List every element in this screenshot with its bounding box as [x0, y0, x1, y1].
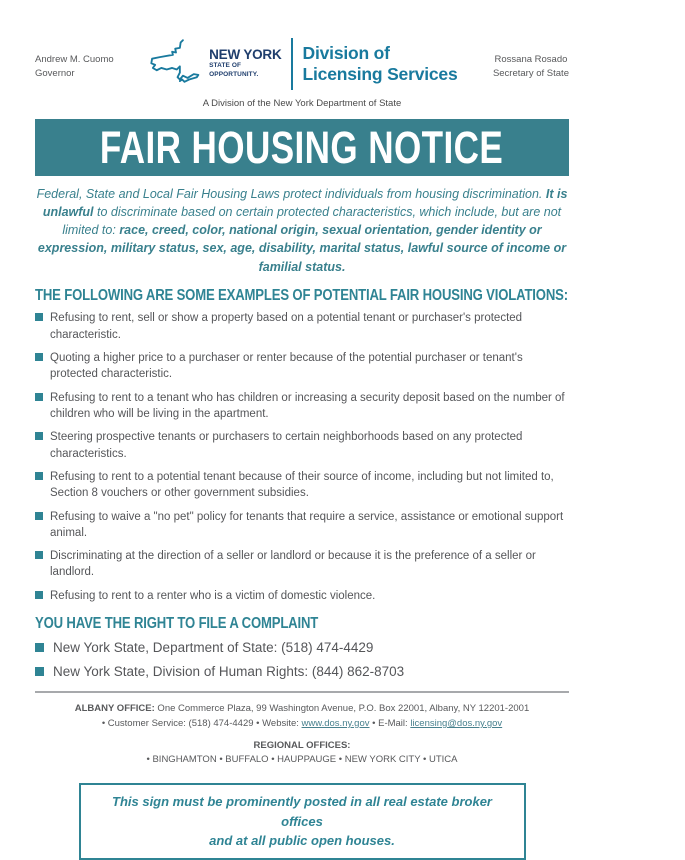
violation-item [35, 548, 569, 581]
albany-office-label: ALBANY OFFICE: [74, 703, 155, 715]
violation-item [35, 588, 569, 604]
customer-service-text: • Customer Service: (518) 474-4429 • Website: [101, 717, 302, 729]
complaint-heading: YOU HAVE THE RIGHT TO FILE A COMPLAINT [35, 615, 319, 633]
violation-text: Quoting a higher price to a purchaser or renter because of the potential purchaser or tenant's protected characteristic. [50, 351, 523, 381]
logo-divider [291, 38, 293, 90]
violations-list [35, 310, 569, 604]
regional-offices-line: • BINGHAMTON • BUFFALO • HAUPPAUGE • NEW YORK CITY • UTICA [146, 754, 458, 766]
complaint-text: New York State, Division of Human Rights: (844) 862-8703 [53, 663, 405, 679]
violation-item [35, 509, 569, 542]
bullet-square-icon [35, 313, 43, 321]
website-link[interactable]: www.dos.ny.gov [301, 717, 370, 729]
ny-state-outline-icon [149, 36, 203, 91]
complaint-text: New York State, Department of State: (518) 474-4429 [53, 639, 374, 655]
bullet-square-icon [35, 591, 43, 599]
notice-banner [35, 119, 569, 176]
division-name: Division of Licensing Services [302, 42, 458, 84]
complaint-item [35, 663, 569, 681]
secretary-name: Rossana Rosado [494, 54, 568, 65]
intro-paragraph: Federal, State and Local Fair Housing Laws protect individuals from housing discrimination. It is unlawful to discriminate based on certain protected characteristics, which include, but are not limited to: race, creed, color, national origin, sexual orientation, gender identity or expression, military status, sex, age, disability, marital status, lawful source of income or familial status. [36, 187, 568, 274]
violation-text: Refusing to rent to a renter who is a victim of domestic violence. [50, 589, 376, 602]
violation-text: Refusing to rent to a potential tenant because of their source of income, including but not limited to, Section 8 vouchers or other government subsidies. [50, 470, 554, 500]
posting-notice-line1: This sign must be prominently posted in all real estate broker offices [112, 794, 492, 829]
complaint-item [35, 639, 569, 657]
violation-item [35, 310, 569, 343]
violation-text: Discriminating at the direction of a seller or landlord or because it is the preference of a seller or landlord. [50, 550, 536, 579]
header [35, 36, 569, 91]
governor-name: Andrew M. Cuomo [35, 54, 114, 65]
secretary-title: Secretary of State [492, 68, 569, 80]
governor-block [35, 36, 114, 82]
logo-state-name: NEW YORK [209, 47, 282, 63]
bullet-square-icon [35, 667, 44, 676]
banner-title: FAIR HOUSING NOTICE [100, 121, 504, 173]
bullet-square-icon [35, 512, 43, 520]
violations-heading: THE FOLLOWING ARE SOME EXAMPLES OF POTENTIAL FAIR HOUSING VIOLATIONS: [35, 286, 568, 304]
agency-logo [149, 36, 457, 91]
violation-text: Refusing to waive a "no pet" policy for tenants that require a service, assistance or emotional support animal. [50, 510, 564, 539]
contact-line [35, 717, 569, 732]
albany-office-address: One Commerce Plaza, 99 Washington Avenue, P.O. Box 22001, Albany, NY 12201-2001 [154, 703, 530, 715]
violation-text: Steering prospective tenants or purchasers to certain neighborhoods based on any protected characteristics. [50, 431, 523, 460]
bullet-square-icon [35, 393, 43, 401]
complaint-list [35, 639, 569, 681]
logo-tagline: STATE OF OPPORTUNITY. [209, 62, 259, 78]
violation-item [35, 350, 569, 383]
bullet-square-icon [35, 353, 43, 361]
logo-wordmark [209, 48, 281, 78]
agency-subtitle: A Division of the New York Department of State [202, 98, 402, 109]
bullet-square-icon [35, 472, 43, 480]
posting-notice-box [79, 783, 526, 860]
bullet-square-icon [35, 432, 43, 440]
footer [35, 702, 569, 768]
violation-text: Refusing to rent to a tenant who has children or increasing a security deposit based on the number of children who will be living in the apartment. [50, 391, 565, 420]
albany-office-line [35, 702, 569, 717]
violation-text: Refusing to rent, sell or show a property based on a potential tenant or purchaser's protected characteristic. [50, 312, 523, 341]
posting-notice-line2: and at all public open houses. [209, 833, 395, 849]
bullet-square-icon [35, 551, 43, 559]
violation-item [35, 469, 569, 502]
governor-title: Governor [35, 68, 75, 80]
violation-item [35, 429, 569, 462]
email-link[interactable]: licensing@dos.ny.gov [410, 717, 503, 729]
violation-item [35, 390, 569, 423]
email-label: • E-Mail: [369, 717, 411, 729]
footer-divider [35, 691, 569, 693]
regional-offices-heading: REGIONAL OFFICES: [253, 739, 351, 751]
bullet-square-icon [35, 643, 44, 652]
secretary-block [493, 36, 569, 82]
